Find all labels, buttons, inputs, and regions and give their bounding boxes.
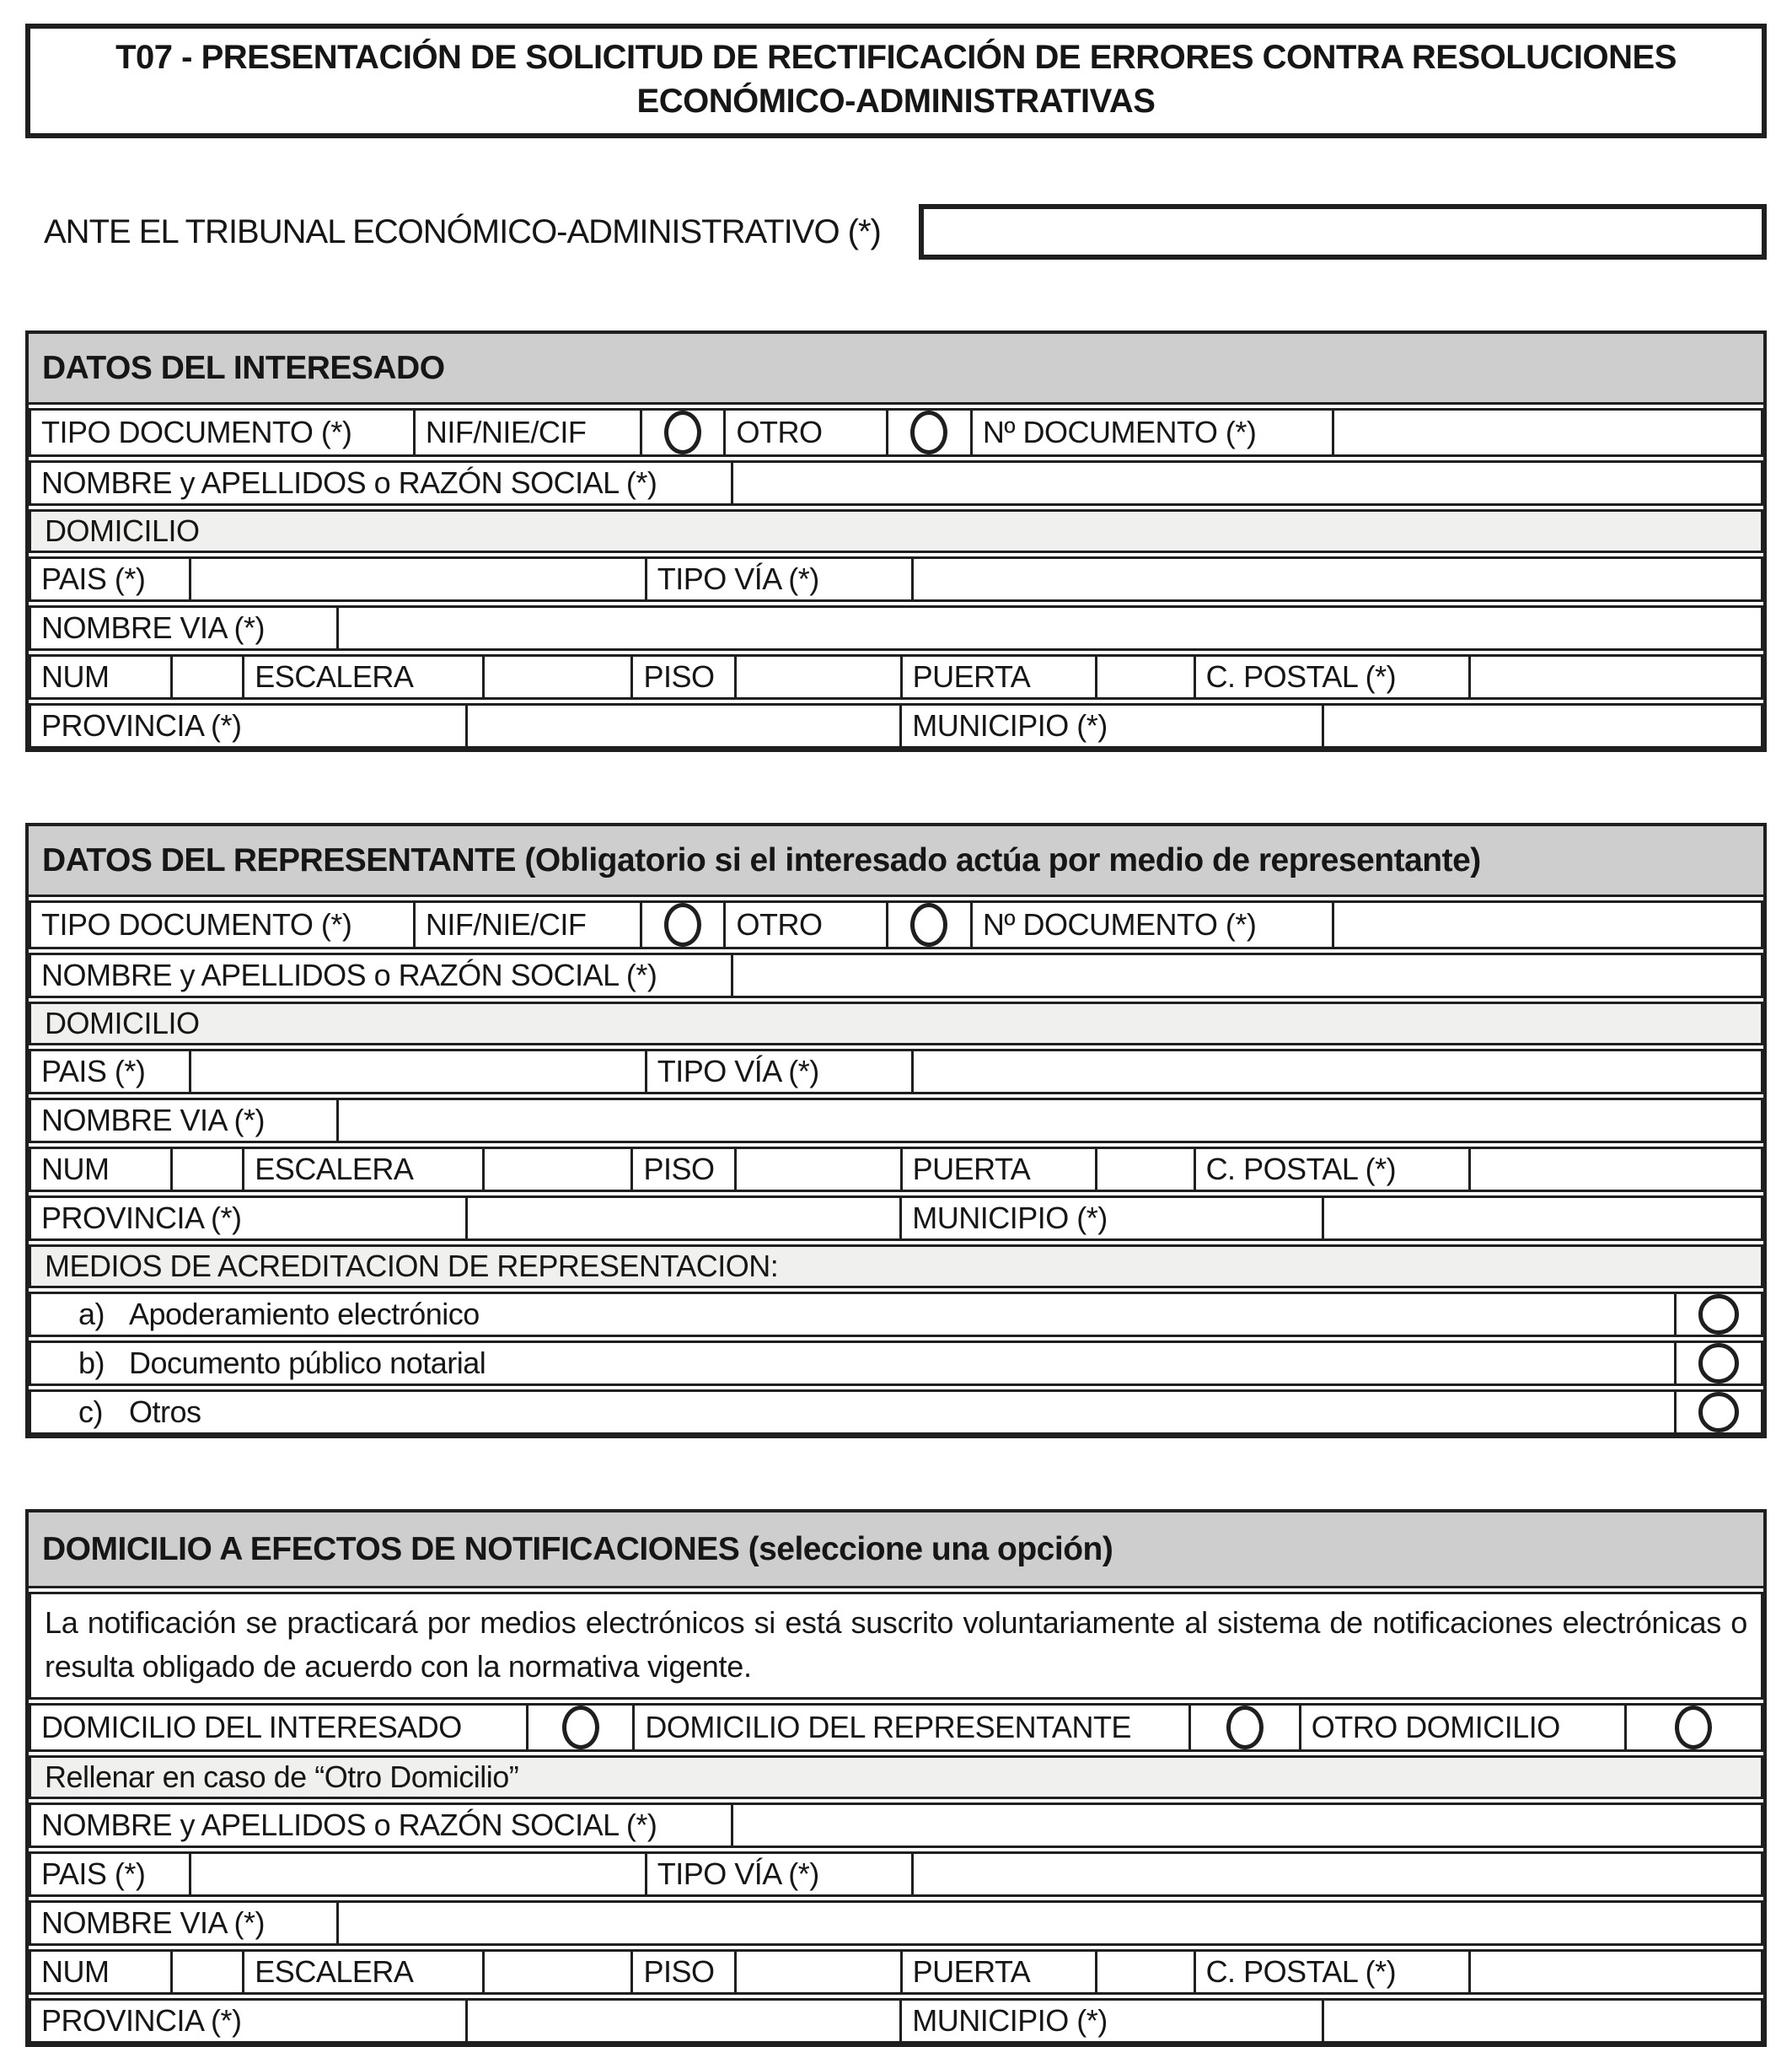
representante-pais-row bbox=[29, 1049, 1763, 1094]
otro-domicilio-fill-band: Rellenar en caso de “Otro Domicilio” bbox=[29, 1755, 1763, 1799]
section-header-interesado: DATOS DEL INTERESADO bbox=[29, 334, 1763, 405]
otro-domicilio-provincia-input[interactable] bbox=[465, 1998, 903, 2044]
pais-label: PAIS (*) bbox=[29, 1049, 191, 1094]
tipo-documento-label: TIPO DOCUMENTO (*) bbox=[29, 408, 416, 457]
form-title-line2: ECONÓMICO-ADMINISTRATIVAS bbox=[636, 83, 1156, 120]
interesado-nombre-row bbox=[29, 460, 1763, 506]
interesado-escalera-input[interactable] bbox=[482, 654, 633, 700]
nif-nie-cif-label: NIF/NIE/CIF bbox=[413, 408, 642, 457]
representante-nombre-via-input[interactable] bbox=[336, 1098, 1763, 1143]
representante-provincia-row bbox=[29, 1195, 1763, 1241]
num-label: NUM bbox=[29, 654, 173, 700]
otro-domicilio-nombre-input[interactable] bbox=[731, 1803, 1763, 1848]
section-datos-representante bbox=[25, 823, 1767, 1438]
representante-otros-radio[interactable] bbox=[1698, 1392, 1739, 1432]
medios-item-c bbox=[29, 1389, 1677, 1435]
representante-nif-radio[interactable] bbox=[664, 903, 701, 947]
otro-domicilio-nombre-row bbox=[29, 1803, 1763, 1848]
nombre-via-label: NOMBRE VIA (*) bbox=[29, 1098, 339, 1143]
interesado-num-row bbox=[29, 654, 1763, 700]
notificaciones-note-row bbox=[29, 1592, 1763, 1700]
section-notificaciones bbox=[25, 1509, 1767, 2047]
otro-domicilio-nombre-via-row bbox=[29, 1900, 1763, 1946]
tipo-documento-label: TIPO DOCUMENTO (*) bbox=[29, 900, 416, 949]
representante-domicilio-band: DOMICILIO bbox=[29, 1002, 1763, 1045]
representante-puerta-input[interactable] bbox=[1095, 1147, 1195, 1192]
representante-tipo-via-input[interactable] bbox=[911, 1049, 1763, 1094]
escalera-label: ESCALERA bbox=[242, 1949, 485, 1995]
medios-item-c-letter: c) bbox=[78, 1394, 103, 1429]
tribunal-row bbox=[25, 204, 1767, 260]
representante-municipio-input[interactable] bbox=[1322, 1195, 1763, 1241]
notificaciones-options-row bbox=[29, 1703, 1763, 1752]
notif-domicilio-representante-radio-cell bbox=[1188, 1703, 1301, 1752]
interesado-nif-radio[interactable] bbox=[664, 411, 701, 454]
escalera-label: ESCALERA bbox=[242, 1147, 485, 1192]
otro-label: OTRO bbox=[723, 408, 888, 457]
otro-domicilio-municipio-input[interactable] bbox=[1322, 1998, 1763, 2044]
escalera-label: ESCALERA bbox=[242, 654, 485, 700]
option-otro-domicilio-label: OTRO DOMICILIO bbox=[1299, 1703, 1627, 1752]
nombre-razon-label: NOMBRE y APELLIDOS o RAZÓN SOCIAL (*) bbox=[29, 953, 733, 998]
interesado-domicilio-band: DOMICILIO bbox=[29, 509, 1763, 553]
otro-domicilio-fill-band-row bbox=[29, 1755, 1763, 1799]
representante-tipo-documento-row bbox=[29, 900, 1763, 949]
medios-item-a-letter: a) bbox=[78, 1297, 105, 1331]
tribunal-label: ANTE EL TRIBUNAL ECONÓMICO-ADMINISTRATIVO (*) bbox=[44, 212, 881, 250]
representante-c-postal-input[interactable] bbox=[1468, 1147, 1763, 1192]
medios-item-row-b bbox=[29, 1340, 1763, 1386]
notif-domicilio-interesado-radio[interactable] bbox=[562, 1706, 599, 1749]
form-title-box bbox=[25, 24, 1767, 138]
tipo-via-label: TIPO VÍA (*) bbox=[645, 1049, 914, 1094]
interesado-tipo-documento-row bbox=[29, 408, 1763, 457]
nombre-via-label: NOMBRE VIA (*) bbox=[29, 1900, 339, 1946]
notif-otro-domicilio-radio[interactable] bbox=[1675, 1706, 1712, 1749]
otro-domicilio-num-row bbox=[29, 1949, 1763, 1995]
medios-acreditacion-band-row bbox=[29, 1244, 1763, 1288]
num-documento-label: Nº DOCUMENTO (*) bbox=[970, 900, 1334, 949]
c-postal-label: C. POSTAL (*) bbox=[1194, 654, 1471, 700]
nombre-via-label: NOMBRE VIA (*) bbox=[29, 605, 339, 651]
notif-otro-domicilio-radio-cell bbox=[1624, 1703, 1763, 1752]
medios-item-a-label: Apoderamiento electrónico bbox=[129, 1297, 480, 1331]
otro-domicilio-escalera-input[interactable] bbox=[482, 1949, 633, 1995]
medios-item-row-a bbox=[29, 1292, 1763, 1337]
representante-pais-input[interactable] bbox=[189, 1049, 647, 1094]
representante-apoderamiento-radio-cell bbox=[1674, 1292, 1763, 1337]
interesado-pais-input[interactable] bbox=[189, 556, 647, 602]
num-label: NUM bbox=[29, 1949, 173, 1995]
interesado-domicilio-band-row bbox=[29, 509, 1763, 553]
nif-nie-cif-label: NIF/NIE/CIF bbox=[413, 900, 642, 949]
representante-provincia-input[interactable] bbox=[465, 1195, 903, 1241]
medios-item-row-c bbox=[29, 1389, 1763, 1435]
puerta-label: PUERTA bbox=[900, 1147, 1098, 1192]
option-domicilio-interesado-label: DOMICILIO DEL INTERESADO bbox=[29, 1703, 528, 1752]
interesado-nombre-via-input[interactable] bbox=[336, 605, 1763, 651]
section-datos-interesado bbox=[25, 330, 1767, 752]
otro-domicilio-num-input[interactable] bbox=[170, 1949, 244, 1995]
c-postal-label: C. POSTAL (*) bbox=[1194, 1949, 1471, 1995]
representante-notarial-radio-cell bbox=[1674, 1340, 1763, 1386]
representante-num-documento-input[interactable] bbox=[1332, 900, 1763, 949]
tribunal-input[interactable] bbox=[919, 204, 1767, 260]
representante-nif-radio-cell bbox=[640, 900, 727, 949]
representante-nombre-row bbox=[29, 953, 1763, 998]
provincia-label: PROVINCIA (*) bbox=[29, 1195, 468, 1241]
num-label: NUM bbox=[29, 1147, 173, 1192]
provincia-label: PROVINCIA (*) bbox=[29, 703, 468, 749]
otro-label: OTRO bbox=[723, 900, 888, 949]
section-header-representante: DATOS DEL REPRESENTANTE (Obligatorio si el interesado actúa por medio de representante) bbox=[29, 826, 1763, 897]
nombre-razon-label: NOMBRE y APELLIDOS o RAZÓN SOCIAL (*) bbox=[29, 1803, 733, 1848]
puerta-label: PUERTA bbox=[900, 654, 1098, 700]
medios-item-b-letter: b) bbox=[78, 1346, 105, 1380]
interesado-provincia-input[interactable] bbox=[465, 703, 903, 749]
representante-nombre-input[interactable] bbox=[731, 953, 1763, 998]
representante-escalera-input[interactable] bbox=[482, 1147, 633, 1192]
representante-otro-radio-cell bbox=[886, 900, 973, 949]
otro-domicilio-nombre-via-input[interactable] bbox=[336, 1900, 1763, 1946]
piso-label: PISO bbox=[630, 654, 737, 700]
interesado-nombre-via-row bbox=[29, 605, 1763, 651]
medios-acreditacion-band: MEDIOS DE ACREDITACION DE REPRESENTACION: bbox=[29, 1244, 1763, 1288]
interesado-pais-row bbox=[29, 556, 1763, 602]
c-postal-label: C. POSTAL (*) bbox=[1194, 1147, 1471, 1192]
medios-item-b bbox=[29, 1340, 1677, 1386]
nombre-razon-label: NOMBRE y APELLIDOS o RAZÓN SOCIAL (*) bbox=[29, 460, 733, 506]
representante-otro-radio[interactable] bbox=[910, 903, 947, 947]
notificaciones-note: La notificación se practicará por medios electrónicos si está suscrito voluntariamente al sistema de notificaciones electrónicas o resulta obligado de acuerdo con la normativa vigente. bbox=[29, 1592, 1763, 1700]
representante-piso-input[interactable] bbox=[734, 1147, 903, 1192]
option-domicilio-representante-label: DOMICILIO DEL REPRESENTANTE bbox=[632, 1703, 1191, 1752]
otro-domicilio-pais-row bbox=[29, 1851, 1763, 1897]
representante-apoderamiento-radio[interactable] bbox=[1698, 1294, 1739, 1335]
pais-label: PAIS (*) bbox=[29, 556, 191, 602]
medios-item-a bbox=[29, 1292, 1677, 1337]
representante-num-row bbox=[29, 1147, 1763, 1192]
interesado-municipio-input[interactable] bbox=[1322, 703, 1763, 749]
medios-item-b-label: Documento público notarial bbox=[129, 1346, 486, 1380]
interesado-nif-radio-cell bbox=[640, 408, 727, 457]
interesado-otro-radio-cell bbox=[886, 408, 973, 457]
municipio-label: MUNICIPIO (*) bbox=[899, 703, 1324, 749]
interesado-num-documento-input[interactable] bbox=[1332, 408, 1763, 457]
otro-domicilio-puerta-input[interactable] bbox=[1095, 1949, 1195, 1995]
representante-nombre-via-row bbox=[29, 1098, 1763, 1143]
interesado-piso-input[interactable] bbox=[734, 654, 903, 700]
interesado-num-input[interactable] bbox=[170, 654, 244, 700]
otro-domicilio-pais-input[interactable] bbox=[189, 1851, 647, 1897]
medios-item-c-label: Otros bbox=[129, 1394, 201, 1429]
interesado-puerta-input[interactable] bbox=[1095, 654, 1195, 700]
section-header-notificaciones: DOMICILIO A EFECTOS DE NOTIFICACIONES (seleccione una opción) bbox=[29, 1512, 1763, 1588]
pais-label: PAIS (*) bbox=[29, 1851, 191, 1897]
representante-notarial-radio[interactable] bbox=[1698, 1343, 1739, 1383]
interesado-provincia-row bbox=[29, 703, 1763, 749]
interesado-otro-radio[interactable] bbox=[910, 411, 947, 454]
municipio-label: MUNICIPIO (*) bbox=[899, 1998, 1324, 2044]
puerta-label: PUERTA bbox=[900, 1949, 1098, 1995]
representante-otros-radio-cell bbox=[1674, 1389, 1763, 1435]
representante-num-input[interactable] bbox=[170, 1147, 244, 1192]
interesado-nombre-input[interactable] bbox=[731, 460, 1763, 506]
num-documento-label: Nº DOCUMENTO (*) bbox=[970, 408, 1334, 457]
tipo-via-label: TIPO VÍA (*) bbox=[645, 1851, 914, 1897]
interesado-c-postal-input[interactable] bbox=[1468, 654, 1763, 700]
otro-domicilio-piso-input[interactable] bbox=[734, 1949, 903, 1995]
provincia-label: PROVINCIA (*) bbox=[29, 1998, 468, 2044]
form-title-line1: T07 - PRESENTACIÓN DE SOLICITUD DE RECTIFICACIÓN DE ERRORES CONTRA RESOLUCIONES bbox=[115, 39, 1677, 76]
piso-label: PISO bbox=[630, 1949, 737, 1995]
otro-domicilio-provincia-row bbox=[29, 1998, 1763, 2044]
piso-label: PISO bbox=[630, 1147, 737, 1192]
representante-domicilio-band-row bbox=[29, 1002, 1763, 1045]
tipo-via-label: TIPO VÍA (*) bbox=[645, 556, 914, 602]
notif-domicilio-interesado-radio-cell bbox=[526, 1703, 636, 1752]
otro-domicilio-tipo-via-input[interactable] bbox=[911, 1851, 1763, 1897]
interesado-tipo-via-input[interactable] bbox=[911, 556, 1763, 602]
notif-domicilio-representante-radio[interactable] bbox=[1226, 1706, 1264, 1749]
otro-domicilio-c-postal-input[interactable] bbox=[1468, 1949, 1763, 1995]
municipio-label: MUNICIPIO (*) bbox=[899, 1195, 1324, 1241]
